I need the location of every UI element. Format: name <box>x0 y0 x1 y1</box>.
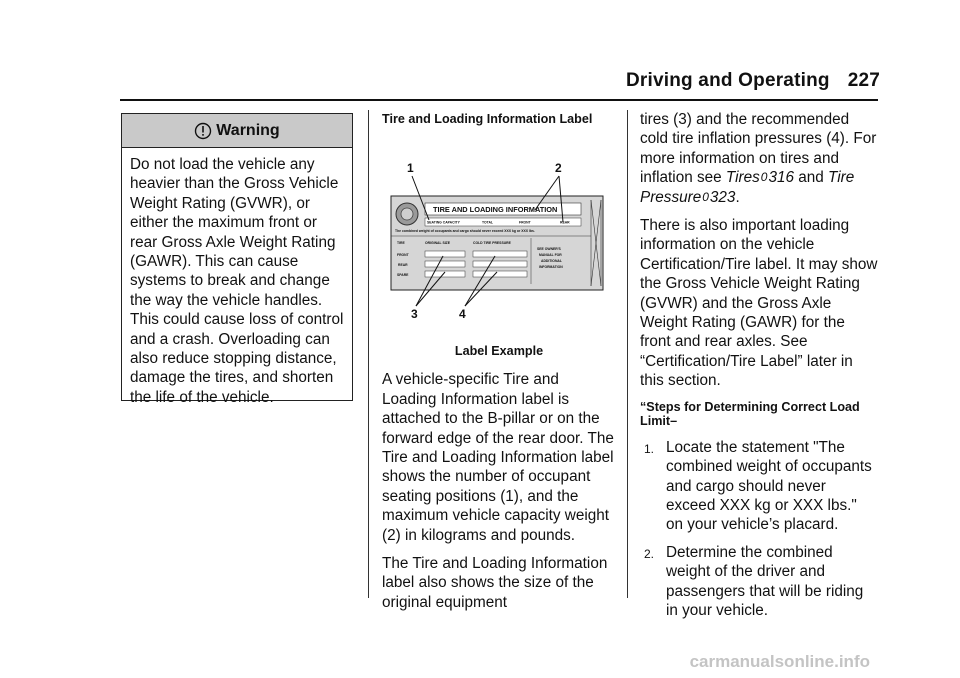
watermark: carmanualsonline.info <box>689 652 870 671</box>
warning-title: Warning <box>216 121 280 139</box>
step-text: Locate the statement "The combined weight of occupants and cargo should never exceed XXX kg or XXX lbs." on your vehicle’s placard. <box>666 438 872 534</box>
warning-body: Do not load the vehicle any heavier than the Gross Vehicle Weight Rating (GVWR), or either the maximum front or rear Gross Axle Weight Rating (GAWR). This can cause systems to break and change the way the vehicle handles. This could cause loss of control and a crash. Overloading can also reduce stopping distance, damage the tires, and shorten the life of the vehicle. <box>130 156 344 406</box>
label-manual-for: MANUAL FOR <box>539 253 562 257</box>
label-col-original-size: ORIGINAL SIZE <box>425 241 450 245</box>
label-col-tire: TIRE <box>397 241 405 245</box>
callout-1: 1 <box>407 161 414 175</box>
label-total: TOTAL <box>482 220 493 225</box>
label-row-spare: SPARE <box>397 273 409 277</box>
label-title: TIRE AND LOADING INFORMATION <box>433 205 558 214</box>
warning-icon <box>194 122 212 140</box>
label-rear: REAR <box>560 220 570 225</box>
label-seating-capacity: SEATING CAPACITY <box>427 220 460 225</box>
section-title: Driving and Operating <box>625 70 830 91</box>
label-see-owners: SEE OWNER'S <box>537 247 561 251</box>
page-ref-icon: 0 <box>702 189 709 204</box>
column-divider-1 <box>368 110 369 598</box>
middle-column-text <box>382 342 616 621</box>
step-item <box>640 438 878 535</box>
middle-column <box>382 112 616 126</box>
step-item <box>640 543 878 621</box>
step-text: Determine the combined weight of the driver and passengers that will be riding in your vehicle. <box>666 543 864 619</box>
column-divider-2 <box>627 110 628 598</box>
label-additional: ADDITIONAL <box>541 259 562 263</box>
header-rule <box>120 99 878 101</box>
callout-3: 3 <box>411 307 418 321</box>
page-header <box>560 70 880 92</box>
middle-paragraph-1: A vehicle-specific Tire and Loading Information label is attached to the B-pillar or on the forward edge of the rear door. The Tire and Loading Information label shows the number of occupant seating positions (1), and the maximum vehicle capacity weight (2) in kilograms and pounds. <box>382 371 614 544</box>
label-front: FRONT <box>519 220 531 225</box>
warning-box <box>121 113 353 406</box>
xref-tires[interactable]: Tires0316 <box>725 169 794 187</box>
page-ref-icon: 0 <box>760 170 768 185</box>
label-combined-weight: The combined weight of occupants and cargo should never exceed XXX kg or XXX lbs. <box>395 229 535 233</box>
right-column <box>640 110 878 628</box>
label-information: INFORMATION <box>539 265 563 269</box>
warning-header <box>122 114 352 148</box>
step-number: 2. <box>644 546 655 561</box>
label-row-front: FRONT <box>397 253 409 257</box>
middle-paragraph-2: The Tire and Loading Information label also shows the size of the original equipment <box>382 555 608 611</box>
step-number: 1. <box>644 441 655 456</box>
callout-4: 4 <box>459 307 466 321</box>
figure-heading: Tire and Loading Information Label <box>382 112 593 126</box>
right-paragraph-1: tires (3) and the recommended cold tire inflation pressures (4). For more information on tires and inflation see Tires0316 and Tire Pressure0323. <box>640 111 877 206</box>
callout-2: 2 <box>555 161 562 175</box>
page-number: 227 <box>847 70 880 91</box>
right-paragraph-2: There is also important loading information on the vehicle Certification/Tire label. It may show the Gross Vehicle Weight Rating (GVWR) and the Gross Axle Weight Rating (GAWR) for the front and rear axles. See “Certification/Tire Label” later in this section. <box>640 217 878 390</box>
figure-caption: Label Example <box>454 344 544 358</box>
label-col-cold-tire-pressure: COLD TIRE PRESSURE <box>473 241 511 245</box>
tire-label-illustration <box>385 158 610 328</box>
steps-heading: “Steps for Determining Correct Load Limit– <box>640 399 860 428</box>
label-row-rear: REAR <box>398 263 408 267</box>
xref-tire-pressure[interactable]: Tire Pressure0323 <box>640 169 855 206</box>
